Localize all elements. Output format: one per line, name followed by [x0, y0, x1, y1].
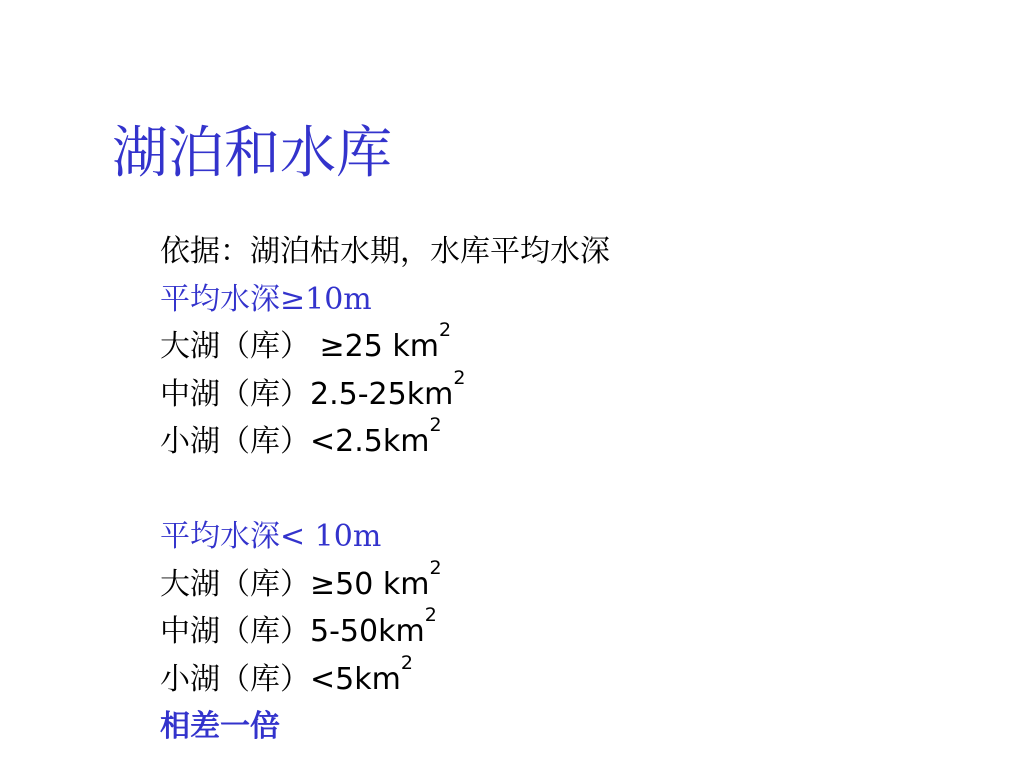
item-value: ≥50 km — [310, 566, 430, 602]
item-value: ≥25 km — [310, 329, 439, 364]
group2-item-large — [160, 556, 610, 609]
item-value: 2.5-25km — [310, 376, 454, 412]
item-unit-exponent: 2 — [438, 319, 452, 341]
group1-item-large — [160, 319, 610, 371]
item-unit-exponent: 2 — [429, 556, 442, 579]
item-label: 大湖（库） — [160, 566, 310, 602]
group1-item-medium — [160, 366, 610, 419]
item-label: 大湖（库） — [160, 329, 310, 364]
group2-item-small — [160, 651, 610, 704]
item-label: 小湖（库） — [160, 424, 310, 459]
group2-item-medium — [160, 604, 610, 656]
conclusion-text: 相差一倍 — [160, 709, 280, 744]
item-unit-exponent: 2 — [429, 414, 442, 436]
item-label: 中湖（库） — [160, 376, 310, 412]
group1-heading: 平均水深≥10m — [160, 281, 372, 317]
slide-body — [160, 228, 610, 751]
item-label: 中湖（库） — [160, 614, 310, 649]
item-unit-exponent: 2 — [400, 651, 413, 674]
group1-item-small — [160, 414, 610, 466]
item-value: <5km — [310, 661, 401, 697]
item-label: 小湖（库） — [160, 661, 310, 697]
item-value: 5-50km — [310, 614, 425, 649]
item-unit-exponent: 2 — [424, 604, 437, 626]
basis-text: 依据：湖泊枯水期，水库平均水深 — [160, 234, 610, 269]
item-value: <2.5km — [310, 424, 430, 459]
group2-heading: 平均水深< 10m — [160, 519, 382, 554]
item-unit-exponent: 2 — [453, 366, 466, 389]
slide-title: 湖泊和水库 — [112, 121, 392, 186]
spacer — [160, 466, 610, 514]
